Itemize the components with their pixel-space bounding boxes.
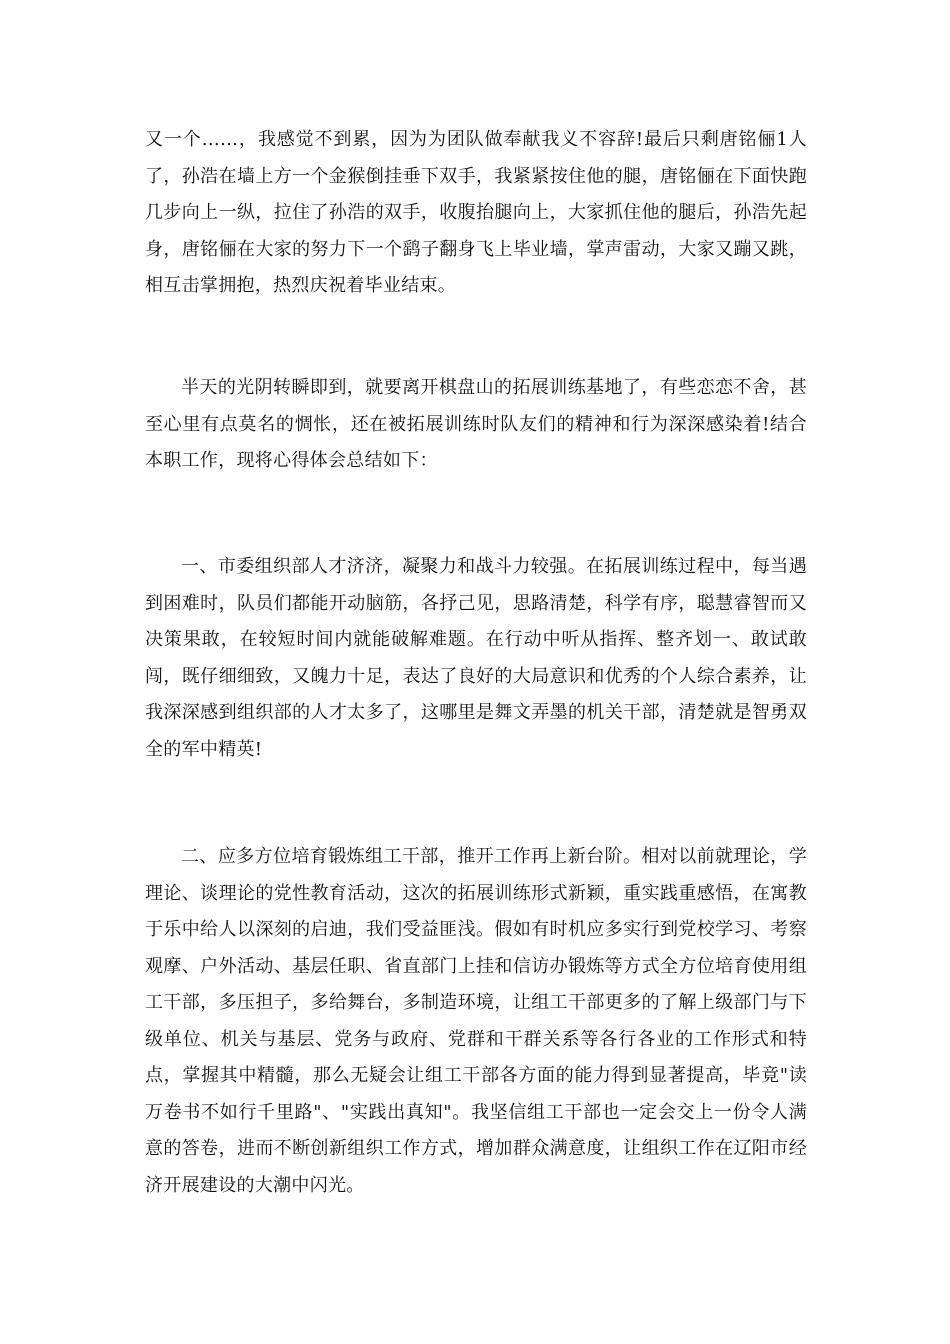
paragraph-continuation: 又一个……，我感觉不到累，因为为团队做奉献我义不容辞!最后只剩唐铭俪1人了，孙浩在墙上方一个金猴倒挂垂下双手，我紧紧按住他的腿，唐铭俪在下面快跑几步向上一纵，拉住了孙浩的双手，收腹抬腿向上，大家抓住他的腿后，孙浩先起身，唐铭俪在大家的努力下一个鹞子翻身飞上毕业墙，掌声雷动，大家又蹦又跳，相互击掌拥抱，热烈庆祝着毕业结束。 <box>145 129 807 296</box>
paragraph-point-two: 二、应多方位培育锻炼组工干部，推开工作再上新台阶。相对以前就理论，学理论、谈理论的党性教育活动，这次的拓展训练形式新颖，重实践重感悟，在寓教于乐中给人以深刻的启迪，我们受益匪浅。假如有时机应多实行到党校学习、考察观摩、户外活动、基层任职、省直部门上挂和信访办锻炼等方式全方位培育使用组工干部，多压担子，多给舞台，多制造环境，让组工干部更多的了解上级部门与下级单位、机关与基层、党务与政府、党群和干群关系等各行各业的工作形式和特点，掌握其中精髓，那么无疑会让组工干部各方面的能力得到显著提高，毕竟"读万卷书不如行千里路"、"实践出真知"。我坚信组工干部也一定会交上一份令人满意的答卷，进而不断创新组织工作方式，增加群众满意度，让组织工作在辽阳市经济开展建设的大潮中闪光。 <box>145 846 807 1196</box>
paragraph-point-one: 一、市委组织部人才济济，凝聚力和战斗力较强。在拓展训练过程中，每当遇到困难时，队员们都能开动脑筋，各抒己见，思路清楚，科学有序，聪慧睿智而又决策果敢，在较短时间内就能破解难题。在行动中听从指挥、整齐划一、敢试敢闯，既仔细细致，又魄力十足，表达了良好的大局意识和优秀的个人综合素养，让我深深感到组织部的人才太多了，这哪里是舞文弄墨的机关干部，清楚就是智勇双全的军中精英! <box>145 556 807 760</box>
paragraph-intro: 半天的光阴转瞬即到，就要离开棋盘山的拓展训练基地了，有些恋恋不舍，甚至心里有点莫名的惆怅，还在被拓展训练时队友们的精神和行为深深感染着!结合本职工作，现将心得体会总结如下： <box>145 377 807 471</box>
